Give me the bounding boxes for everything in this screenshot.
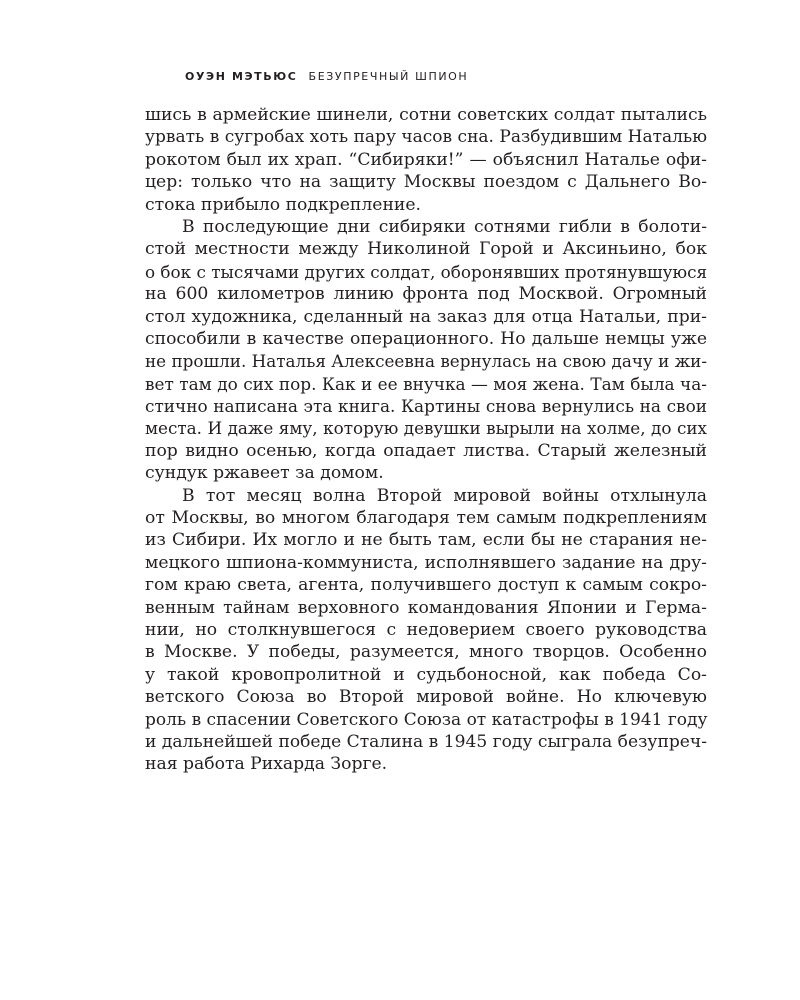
text-line: шись в армейские шинели, сотни советских солдат пытались [145, 105, 707, 125]
text-line: из Сибири. Их могло и не быть там, если бы не старания не- [145, 530, 707, 551]
text-line: ветского Союза во Второй мировой войне. Но ключевую [145, 687, 707, 708]
running-head-book-title: БЕЗУПРЕЧНЫЙ ШПИОН [308, 70, 469, 83]
text-line: не прошли. Наталья Алексеевна вернулась на свою дачу и жи- [145, 351, 707, 372]
paragraph [145, 216, 707, 485]
text-line: у такой кровопролитной и судьбоносной, как победа Со- [145, 664, 707, 685]
text-line: вет там до сих пор. Как и ее внучка — моя жена. Там была ча- [145, 373, 707, 394]
text-line: В тот месяц волна Второй мировой войны отхлынула [182, 485, 707, 506]
text-line: стой местности между Николиной Горой и Аксиньино, бок [145, 239, 707, 260]
text-line: о бок с тысячами других солдат, оборонявших протянувшуюся [145, 261, 708, 282]
text-line: от Москвы, во многом благодаря тем самым подкреплениям [145, 508, 707, 529]
text-line: В последующие дни сибиряки сотнями гибли в болоти- [182, 216, 707, 237]
text-line: стично написана эта книга. Картины снова вернулись на свои [145, 396, 707, 417]
text-line: цер: только что на защиту Москвы поездом с Дальнего Во- [145, 172, 707, 193]
body-text [145, 104, 707, 776]
text-line: гом краю света, агента, получившего доступ к самым сокро- [145, 575, 707, 596]
text-line: стока прибыло подкрепление. [145, 194, 421, 215]
text-line: на 600 километров линию фронта под Москвой. Огромный [145, 284, 707, 305]
paragraph [145, 485, 707, 776]
text-line: способили в качестве операционного. Но дальше немцы уже [145, 328, 707, 349]
text-line: ная работа Рихарда Зорге. [145, 754, 388, 775]
text-line: венным тайнам верховного командования Японии и Герма- [145, 597, 707, 618]
text-line: пор видно осенью, когда опадает листва. Старый железный [145, 440, 707, 461]
text-line: урвать в сугробах хоть пару часов сна. Разбудившим Наталью [145, 127, 707, 148]
text-line: роль в спасении Советского Союза от катастрофы в 1941 году [145, 709, 708, 730]
paragraph [145, 104, 707, 216]
text-line: места. И даже яму, которую девушки вырыли на холме, до сих [145, 418, 707, 439]
text-line: нии, но столкнувшегося с недоверием своего руководства [145, 619, 707, 640]
text-line: стол художника, сделанный на заказ для отца Натальи, при- [145, 306, 707, 327]
text-line: и дальнейшей победе Сталина в 1945 году сыграла безупреч- [145, 731, 707, 752]
running-head-author: ОУЭН МЭТЬЮС [185, 70, 298, 83]
text-line: мецкого шпиона-коммуниста, исполнявшего задание на дру- [145, 552, 707, 573]
text-line: в Москве. У победы, разумеется, много творцов. Особенно [145, 642, 707, 663]
text-line: сундук ржавеет за домом. [145, 463, 384, 484]
text-line: рокотом был их храп. “Сибиряки!” — объяснил Наталье офи- [145, 149, 707, 170]
running-head [185, 70, 468, 83]
